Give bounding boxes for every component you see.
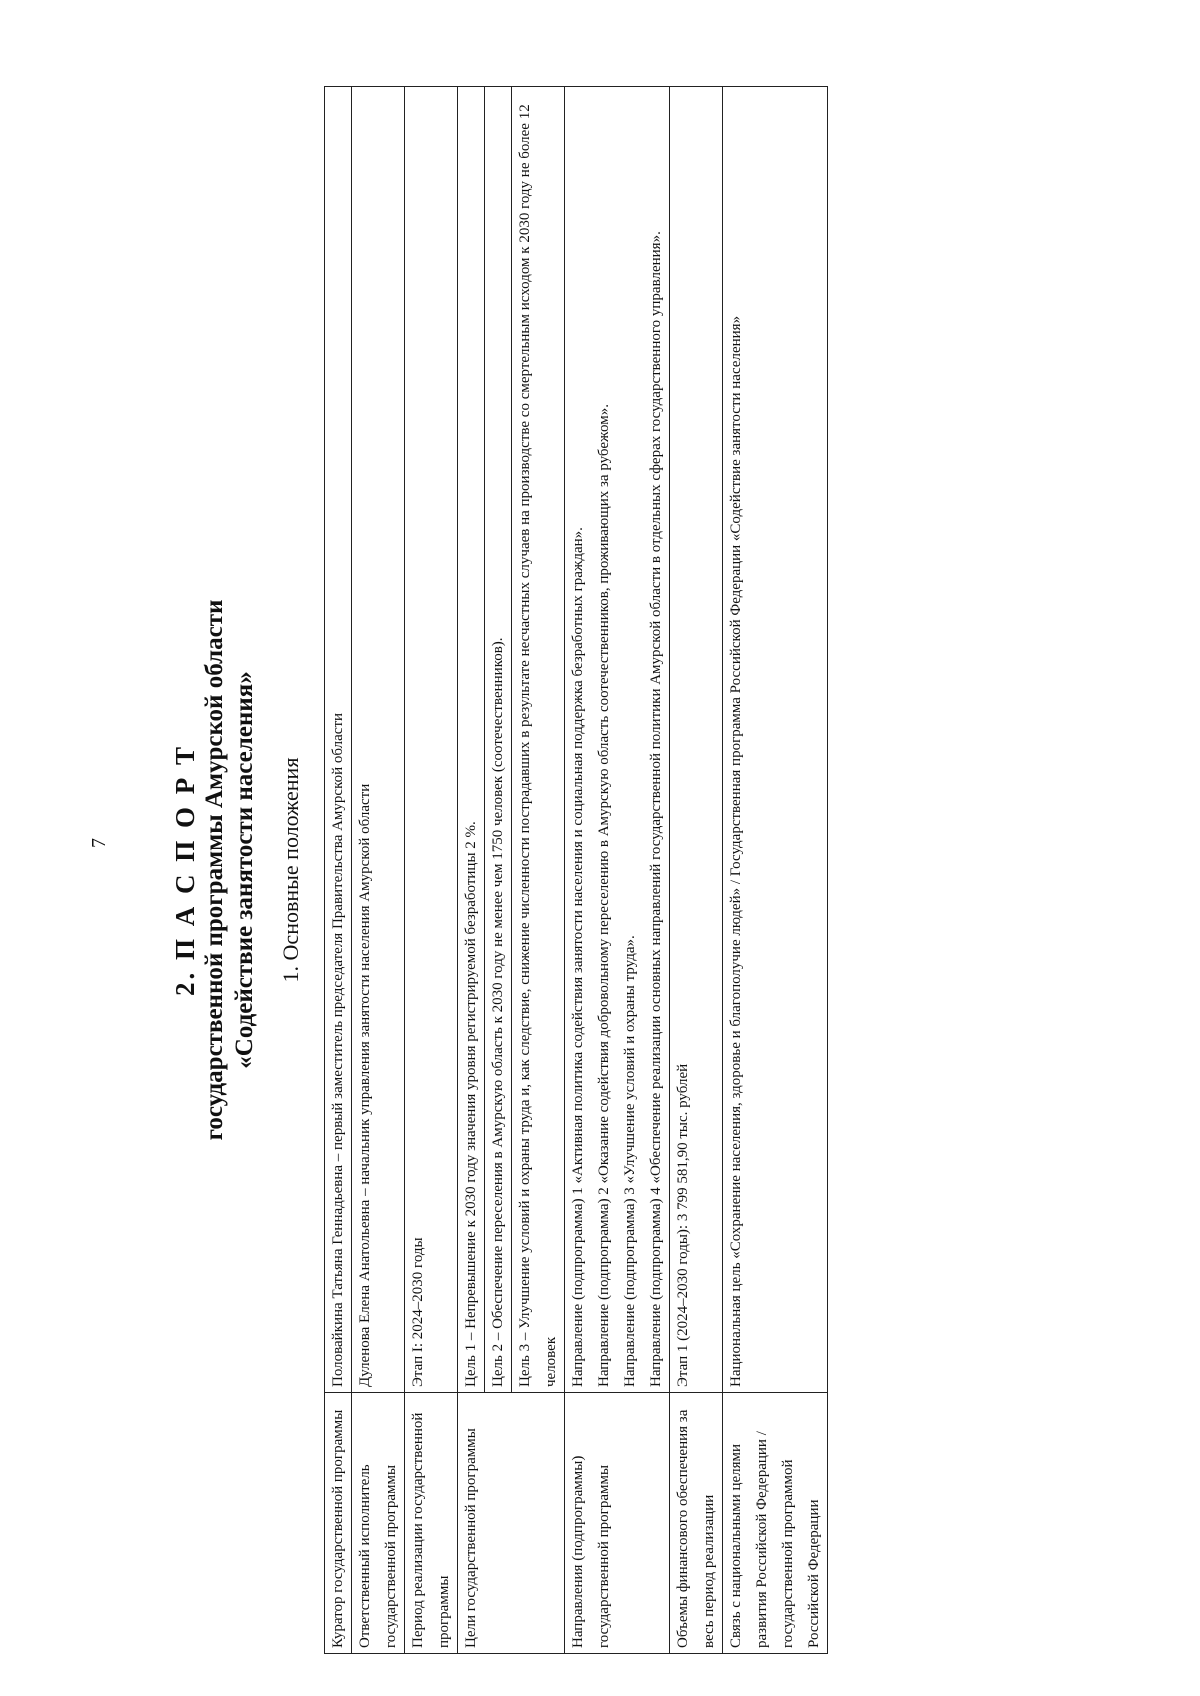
table-row-funding [670,87,723,1654]
direction-3: Направление (подпрограмма) 3 «Улучшение условий и охраны труда». [622,935,638,1387]
direction-1: Направление (подпрограмма) 1 «Активная политика содействия занятости населения и социальная поддержка безработных граждан». [570,527,586,1387]
direction-4: Направление (подпрограмма) 4 «Обеспечение реализации основных направлений государственной политики Амурской области в отдельных сферах государственного управления». [648,231,664,1387]
table-row-directions [565,87,670,1654]
document-subtitle-line2: «Содействие занятости населения» [231,671,258,1069]
document-header [170,80,260,1660]
directions-value [565,87,670,1393]
national-goals-label: Связь с национальными целями развития Российской Федерации / государственной программой Российской Федерации [723,1393,828,1654]
direction-2: Направление (подпрограмма) 2 «Оказание содействия добровольному переселению в Амурскую область соотечественников, проживающих за рубежом». [596,404,612,1387]
executor-label: Ответственный исполнитель государственной программы [352,1393,405,1654]
document-subtitle-line1: государственной программы Амурской области [201,599,228,1141]
table-row-executor [352,87,405,1654]
funding-value: Этап 1 (2024–2030 годы): 3 799 581,90 тыс. рублей [670,87,723,1393]
page-number: 7 [88,838,110,848]
funding-label: Объемы финансового обеспечения за весь период реализации [670,1393,723,1654]
passport-table [324,86,828,1654]
goals-label: Цели государственной программы [458,1393,565,1654]
national-goals-value: Национальная цель «Сохранение населения, здоровье и благополучие людей» / Государственная программа Российской Федерации «Содействие занятости населения» [723,87,828,1393]
section-title: 1. Основные положения [278,757,303,983]
curator-label: Куратор государственной программы [325,1393,352,1654]
curator-value: Половайкина Татьяна Геннадьевна – первый заместитель председателя Правительства Амурской области [325,87,352,1393]
period-value: Этап I: 2024–2030 годы [405,87,458,1393]
period-label: Период реализации государственной программы [405,1393,458,1654]
table-row-goal-1 [458,87,485,1654]
goal-1-value: Цель 1 – Непревышение к 2030 году значения уровня регистрируемой безработицы 2 %. [458,87,485,1393]
table-row-national-goals [723,87,828,1654]
table-row-curator [325,87,352,1654]
executor-value: Дуленова Елена Анатольевна – начальник управления занятости населения Амурской области [352,87,405,1393]
document-title: 2. П А С П О Р Т [170,744,200,997]
directions-label: Направления (подпрограммы) государственной программы [565,1393,670,1654]
table-row-period [405,87,458,1654]
rotated-page-content [170,80,828,1660]
goal-3-value: Цель 3 – Улучшение условий и охраны труда и, как следствие, снижение численности пострадавших в результате несчастных случаев на производстве со смертельным исходом к 2030 году не более 12 человек [512,87,565,1393]
goal-2-value: Цель 2 – Обеспечение переселения в Амурскую область к 2030 году не менее чем 1750 человек (соотечественников). [485,87,512,1393]
